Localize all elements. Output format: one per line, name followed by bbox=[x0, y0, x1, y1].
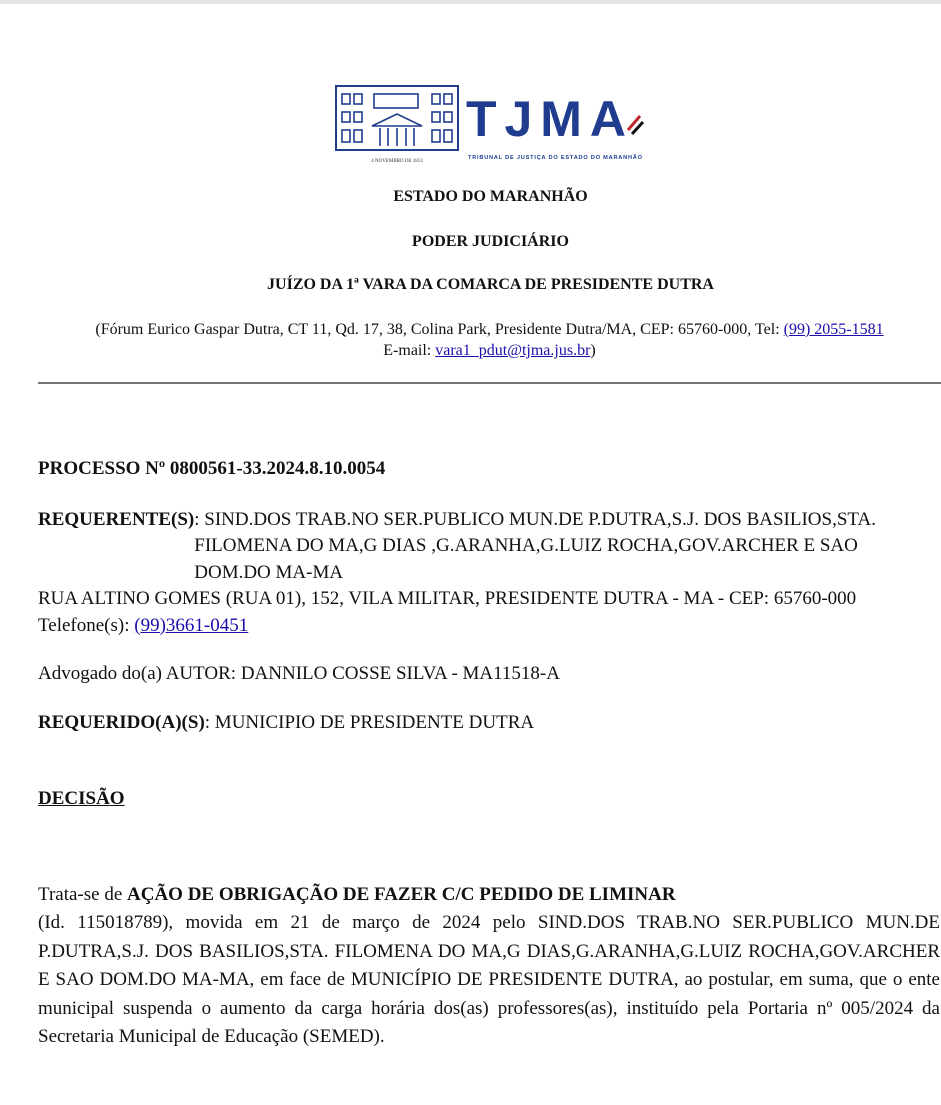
requerente-phone-link[interactable]: (99)3661-0451 bbox=[134, 614, 249, 636]
action-type: AÇÃO DE OBRIGAÇÃO DE FAZER C/C PEDIDO DE LIMINAR bbox=[127, 883, 676, 905]
paragraph-body: (Id. 115018789), movida em 21 de março de 2024 pelo SIND.DOS TRAB.NO SER.PUBLICO MUN.DE P.DUTRA,S.J. DOS BASILIOS,STA. FILOMENA DO MA,G DIAS,G.ARANHA,G.LUIZ ROCHA,GOV.ARCHER E SAO DOM.DO MA-MA, em face de MUNICÍPIO DE PRESIDENTE DUTRA, ao postular, em suma, que o ente municipal suspenda o aumento da carga horária dos(as) professores(as), instituído pela Portaria nº 005/2024 da Secretaria Municipal de Educação (SEMED). bbox=[38, 912, 940, 1048]
divider bbox=[38, 382, 941, 384]
logo-subtitle: TRIBUNAL DE JUSTIÇA DO ESTADO DO MARANHÃO bbox=[468, 155, 642, 161]
email-label: E-mail: bbox=[383, 342, 436, 359]
top-bar bbox=[0, 0, 941, 4]
requerente-block bbox=[38, 507, 938, 640]
requerente-address: RUA ALTINO GOMES (RUA 01), 152, VILA MILITAR, PRESIDENTE DUTRA - MA - CEP: 65760-000 bbox=[38, 588, 857, 609]
requerente-name: : SIND.DOS TRAB.NO SER.PUBLICO MUN.DE P.DUTRA,S.J. DOS BASILIOS,STA. FILOMENA DO MA,G DIAS ,G.ARANHA,G.LUIZ ROCHA,GOV.ARCHER E SAO DOM.DO MA-MA bbox=[194, 508, 876, 583]
process-number: PROCESSO Nº 0800561-33.2024.8.10.0054 bbox=[38, 458, 386, 479]
court-address bbox=[38, 319, 941, 361]
tjma-logo bbox=[334, 84, 646, 166]
decisao-title: DECISÃO bbox=[38, 788, 125, 809]
header-court: JUÍZO DA 1ª VARA DA COMARCA DE PRESIDENTE DUTRA bbox=[267, 276, 714, 293]
phone-link[interactable]: (99) 2055-1581 bbox=[783, 321, 884, 338]
paragraph-intro: Trata-se de bbox=[38, 883, 127, 905]
requerido-name: : MUNICIPIO DE PRESIDENTE DUTRA bbox=[204, 711, 535, 733]
logo-date: 4 NOVEMBRO DE 1813 bbox=[371, 159, 423, 164]
email-link[interactable]: vara1_pdut@tjma.jus.br bbox=[435, 342, 591, 359]
telefone-label: Telefone(s): bbox=[38, 614, 135, 636]
logo-wordmark: TJMA bbox=[466, 91, 626, 147]
decisao-paragraph bbox=[38, 881, 940, 1053]
header-state: ESTADO DO MARANHÃO bbox=[393, 188, 588, 205]
header-power: PODER JUDICIÁRIO bbox=[412, 233, 569, 250]
address-text: (Fórum Eurico Gaspar Dutra, CT 11, Qd. 17, 38, Colina Park, Presidente Dutra/MA, CEP: 65760-000, Tel: bbox=[95, 321, 784, 338]
address-close: ) bbox=[590, 342, 596, 359]
requerido-label: REQUERIDO(A)(S) bbox=[38, 711, 205, 733]
advogado: Advogado do(a) AUTOR: DANNILO COSSE SILVA - MA11518-A bbox=[38, 663, 560, 684]
requerente-label: REQUERENTE(S) bbox=[38, 508, 195, 530]
requerido bbox=[38, 710, 938, 737]
